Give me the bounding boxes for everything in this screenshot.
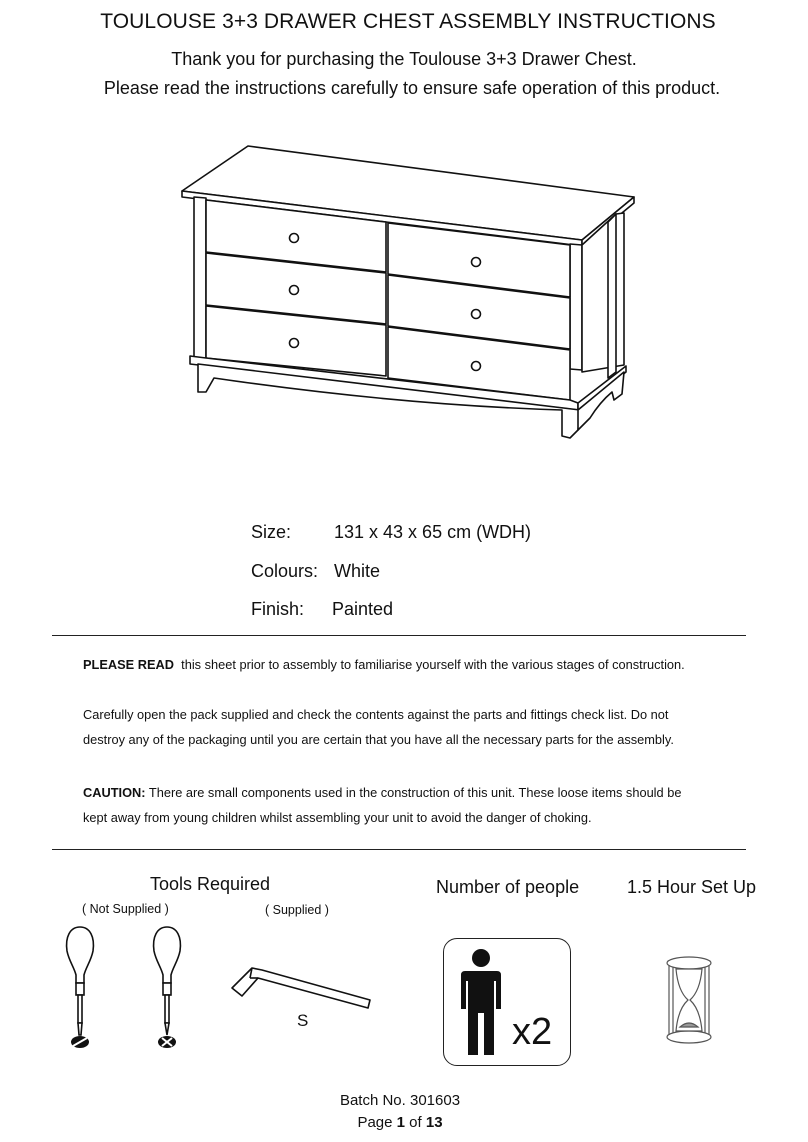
page-number bbox=[0, 1114, 800, 1131]
caution-bold: CAUTION: bbox=[83, 785, 146, 800]
not-supplied-label: ( Not Supplied ) bbox=[82, 902, 169, 916]
carefully-line-2: destroy any of the packaging until you are certain that you have all the necessary parts for the assembly. bbox=[83, 732, 674, 747]
page-prefix: Page bbox=[357, 1114, 393, 1131]
carefully-note bbox=[83, 702, 743, 752]
please-read-text: this sheet prior to assembly to familiarise yourself with the various stages of construction. bbox=[181, 657, 685, 672]
carefully-line-1: Carefully open the pack supplied and check the contents against the parts and fittings check list. Do not bbox=[83, 707, 669, 722]
batch-number: Batch No. 301603 bbox=[339, 1092, 461, 1109]
allen-key-icon bbox=[228, 962, 378, 1012]
caution-line-2: kept away from young children whilst assembling your unit to avoid the danger of choking. bbox=[83, 810, 592, 825]
spec-size-label: Size: bbox=[251, 522, 292, 542]
please-read-bold: PLEASE READ bbox=[83, 657, 175, 672]
caution-line-1: There are small components used in the construction of this unit. These loose items should be bbox=[148, 785, 682, 800]
page-current: 1 bbox=[396, 1114, 405, 1131]
person-icon bbox=[456, 947, 506, 1057]
people-heading: Number of people bbox=[436, 877, 580, 897]
divider-top bbox=[52, 635, 746, 636]
page-of: of bbox=[409, 1114, 422, 1131]
flathead-screwdriver-icon bbox=[60, 925, 100, 1075]
spec-colours-value: White bbox=[334, 561, 381, 581]
read-instructions-text: Please read the instructions carefully to ensure safe operation of this product. bbox=[103, 78, 721, 98]
setup-time-heading: 1.5 Hour Set Up bbox=[627, 877, 757, 897]
spec-size-value: 131 x 43 x 65 cm (WDH) bbox=[334, 522, 532, 542]
please-read-note bbox=[83, 652, 743, 677]
thank-you-text: Thank you for purchasing the Toulouse 3+3 Drawer Chest. bbox=[171, 49, 637, 69]
phillips-screwdriver-icon bbox=[147, 925, 187, 1075]
supplied-label: ( Supplied ) bbox=[265, 903, 329, 917]
page-total: 13 bbox=[425, 1114, 443, 1131]
people-count-box bbox=[443, 938, 571, 1066]
allen-key-size-label: S bbox=[297, 1011, 309, 1030]
page-title: TOULOUSE 3+3 DRAWER CHEST ASSEMBLY INSTRUCTIONS bbox=[100, 10, 716, 33]
spec-colours-label: Colours: bbox=[251, 561, 319, 581]
hourglass-icon bbox=[664, 955, 714, 1045]
tools-heading: Tools Required bbox=[150, 874, 271, 894]
divider-bottom bbox=[52, 849, 746, 850]
people-count: x2 bbox=[512, 1011, 553, 1053]
caution-note bbox=[83, 780, 743, 830]
spec-finish-value: Painted bbox=[332, 599, 394, 619]
spec-finish-label: Finish: bbox=[251, 599, 305, 619]
drawer-chest-illustration bbox=[0, 0, 808, 460]
